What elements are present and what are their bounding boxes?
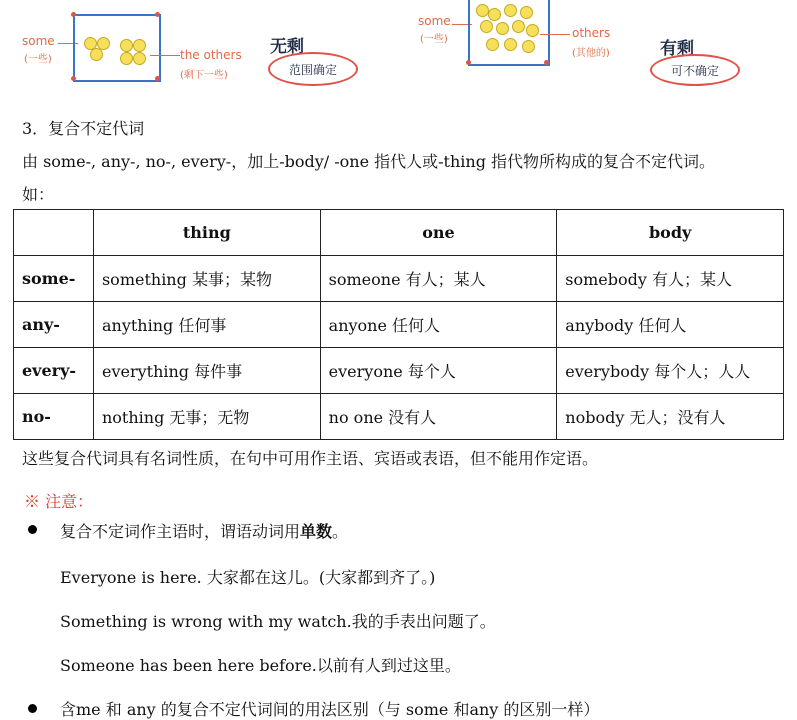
table-row [14,302,784,348]
diagram-right-title: 有剩 [660,39,694,59]
diagram-right-note: 可不确定 [650,54,740,86]
table-cell: someone 有人；某人 [320,256,557,302]
table-cell: everybody 每个人；人人 [557,348,784,394]
section-intro: 由 some-, any-, no-, every-，加上-body/ -one 指代人或-thing 指代物所构成的复合不定代词。 [22,152,716,171]
table-row [14,348,784,394]
diagram-left-label-others-sub: (剩下一些) [180,70,228,81]
table-row-head: no- [14,394,94,440]
diagram-right-label-some-sub: (一些) [420,34,448,45]
example-sentence: Everyone is here. 大家都在这儿。(大家都到齐了。) [60,568,436,587]
diagram-right-label-some: some [418,14,451,28]
diagram-left [0,0,400,95]
table-row [14,394,784,440]
table-cell: everyone 每个人 [320,348,557,394]
note-title: ※ 注意： [24,492,94,511]
table-header-cell: thing [93,210,320,256]
diagram-left-title: 无剩 [270,37,304,57]
after-table-text: 这些复合代词具有名词性质，在句中可用作主语、宾语或表语，但不能用作定语。 [22,449,599,468]
table-cell: anyone 任何人 [320,302,557,348]
table-header-cell [14,210,94,256]
table-cell: no one 没有人 [320,394,557,440]
bullet-icon [28,525,37,534]
table-row [14,256,784,302]
diagram-left-label-some-sub: (一些) [24,54,52,65]
example-sentence: Something is wrong with my watch.我的手表出问题了。 [60,612,496,631]
note-bullet-1-bold: 单数 [300,522,333,541]
table-cell: nobody 无人；没有人 [557,394,784,440]
note-bullet-1-prefix: 复合不定词作主语时，谓语动词用 [60,522,301,541]
diagram-left-label-others: the others [180,48,242,62]
table-cell: anybody 任何人 [557,302,784,348]
table-cell: anything 任何事 [93,302,320,348]
table-row-head: every- [14,348,94,394]
note-bullet-1 [60,519,348,542]
example-label: 如： [22,185,55,204]
table-cell: everything 每件事 [93,348,320,394]
table-row-head: some- [14,256,94,302]
table-cell: something 某事；某物 [93,256,320,302]
table-row-head: any- [14,302,94,348]
note-bullet-2: 含me 和 any 的复合不定代词间的用法区别（与 some 和any 的区别一样） [60,700,600,719]
diagram-right [400,0,797,95]
diagram-left-label-some: some [22,34,55,48]
table-header-row [14,210,784,256]
section-heading: 3．复合不定代词 [22,119,145,138]
compound-pronoun-table [13,209,784,440]
table-cell: somebody 有人；某人 [557,256,784,302]
example-sentence: Someone has been here before.以前有人到过这里。 [60,656,461,675]
diagram-left-note: 范围确定 [268,52,358,86]
table-header-cell: body [557,210,784,256]
diagram-right-label-others: others [572,26,611,40]
table-cell: nothing 无事；无物 [93,394,320,440]
diagram-right-label-others-sub: (其他的) [572,48,610,59]
note-bullet-1-suffix: 。 [332,522,349,541]
table-header-cell: one [320,210,557,256]
